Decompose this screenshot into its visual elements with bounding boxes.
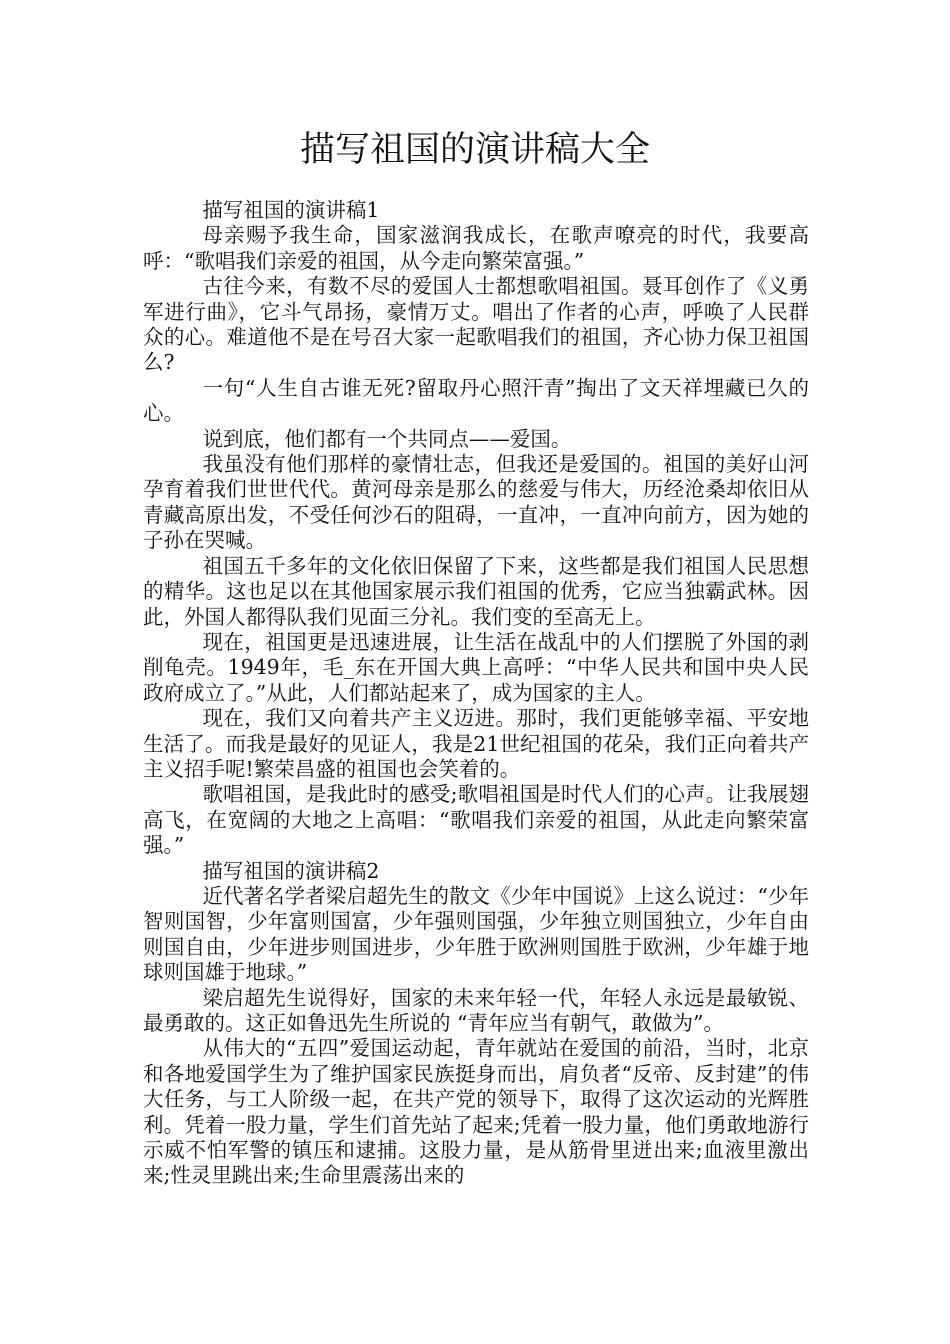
- paragraph: 我虽没有他们那样的豪情壮志，但我还是爱国的。祖国的美好山河孕育着我们世世代代。黄河母亲是那么的慈爱与伟大，历经沧桑却依旧从青藏高原出发，不受任何沙石的阻碍，一直冲，一直冲向前方，因为她的子孙在哭喊。: [143, 452, 809, 553]
- document-title: 描写祖国的演讲稿大全: [299, 130, 650, 170]
- section-heading-2: 描写祖国的演讲稿2: [202, 858, 380, 883]
- paragraph: 现在，我们又向着共产主义迈进。那时，我们更能够幸福、平安地生活了。而我是最好的见证人，我是21世纪祖国的花朵，我们正向着共产主义招手呢!繁荣昌盛的祖国也会笑着的。: [143, 706, 809, 781]
- paragraph: 从伟大的“五四”爱国运动起，青年就站在爱国的前沿，当时，北京和各地爱国学生为了维护国家民族挺身而出，肩负者“反帝、反封建”的伟大任务，与工人阶级一起，在共产党的领导下，取得了这次运动的光辉胜利。凭着一股力量，学生们首先站了起来;凭着一股力量，他们勇敢地游行示威不怕军警的镇压和逮捕。这股力量，是从筋骨里迸出来;血液里激出来;性灵里跳出来;生命里震荡出来的: [143, 1036, 809, 1188]
- section-heading-1: 描写祖国的演讲稿1: [202, 198, 380, 222]
- document-body: [143, 198, 809, 1189]
- paragraph: 梁启超先生说得好，国家的未来年轻一代，年轻人永远是最敏锐、最勇敢的。这正如鲁迅先生所说的 “青年应当有朝气，敢做为”。: [143, 985, 809, 1035]
- paragraph: 现在，祖国更是迅速进展，让生活在战乱中的人们摆脱了外国的剥削龟壳。1949年，毛_东在开国大典上高呼：“中华人民共和国中央人民政府成立了。”从此，人们都站起来了，成为国家的主人。: [143, 629, 809, 705]
- paragraph: 祖国五千多年的文化依旧保留了下来，这些都是我们祖国人民思想的精华。这也足以在其他国家展示我们祖国的优秀，它应当独霸武林。因此，外国人都得队我们见面三分礼。我们变的至高无上。: [143, 553, 809, 629]
- paragraph: 说到底，他们都有一个共同点——爱国。: [202, 426, 572, 451]
- paragraph: 一句“人生自古谁无死?留取丹心照汗青”掏出了文天祥埋藏已久的心。: [143, 375, 809, 426]
- paragraph: 古往今来，有数不尽的爱国人士都想歌唱祖国。聂耳创作了《义勇军进行曲》，它斗气昂扬，豪情万丈。唱出了作者的心声，呼唤了人民群众的心。难道他不是在号召大家一起歌唱我们的祖国，齐心协力保卫祖国么?: [143, 274, 809, 375]
- paragraph: 歌唱祖国，是我此时的感受;歌唱祖国是时代人们的心声。让我展翅高飞，在宽阔的大地之上高唱：“歌唱我们亲爱的祖国，从此走向繁荣富强。”: [143, 782, 809, 858]
- paragraph: 母亲赐予我生命，国家滋润我成长，在歌声嘹亮的时代，我要高呼：“歌唱我们亲爱的祖国，从今走向繁荣富强。”: [143, 223, 809, 273]
- paragraph: 近代著名学者梁启超先生的散文《少年中国说》上这么说过：“少年智则国智，少年富则国富，少年强则国强，少年独立则国独立，少年自由则国自由，少年进步则国进步，少年胜于欧洲则国胜于欧洲，少年雄于地球则国雄于地球。”: [143, 883, 809, 985]
